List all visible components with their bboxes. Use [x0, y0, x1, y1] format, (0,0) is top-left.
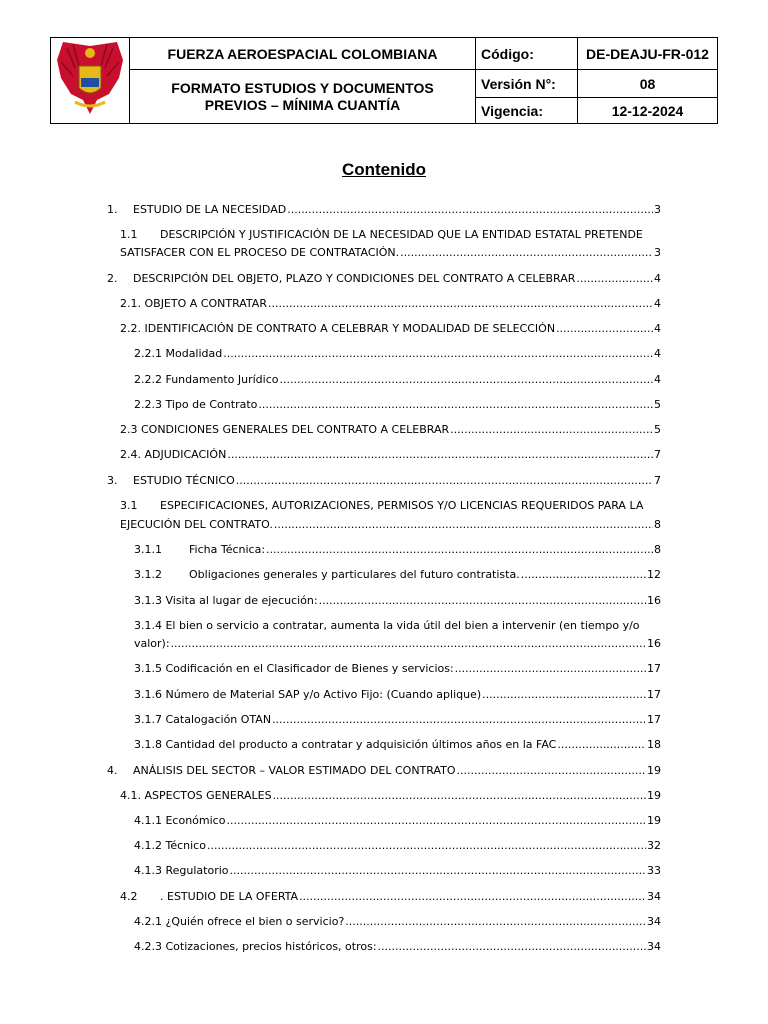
toc-entry-text: SATISFACER CON EL PROCESO DE CONTRATACIÓN.	[120, 246, 400, 259]
toc-leader	[236, 474, 653, 487]
format-title-line1: FORMATO ESTUDIOS Y DOCUMENTOS	[171, 79, 434, 96]
toc-entry-text: ANÁLISIS DEL SECTOR – VALOR ESTIMADO DEL CONTRATO	[133, 764, 456, 777]
toc-page-number: 19	[647, 764, 661, 777]
toc-leader	[319, 594, 646, 607]
toc-leader	[279, 373, 653, 386]
toc-leader	[272, 713, 646, 726]
toc-leader	[266, 543, 653, 556]
toc-entry-text: Ficha Técnica:	[189, 543, 266, 556]
fac-emblem-icon	[53, 38, 127, 120]
toc-leader	[299, 890, 646, 903]
validity-label: Vigencia:	[476, 98, 578, 124]
toc-entry-text: 3.1.7 Catalogación OTAN	[134, 713, 272, 726]
toc-entry[interactable]	[134, 594, 661, 607]
toc-entry[interactable]	[120, 890, 661, 903]
toc-entry[interactable]	[120, 423, 661, 436]
toc-entry-text: 4.1.3 Regulatorio	[134, 864, 229, 877]
toc-page-number: 4	[654, 347, 661, 360]
toc-entry-text: 4.1.2 Técnico	[134, 839, 206, 852]
toc-leader	[576, 272, 653, 285]
toc-entry-text: 2.2.3 Tipo de Contrato	[134, 398, 258, 411]
version-label: Versión N°:	[476, 70, 578, 98]
toc-page-number: 34	[647, 915, 661, 928]
code-label: Código:	[476, 38, 578, 70]
toc-page-number: 17	[647, 713, 661, 726]
toc-entry-text: 2.2.1 Modalidad	[134, 347, 223, 360]
toc-page-number: 19	[647, 814, 661, 827]
toc-entry[interactable]	[134, 864, 661, 877]
toc-page-number: 3	[654, 203, 661, 216]
toc-entry-text: DESCRIPCIÓN Y JUSTIFICACIÓN DE LA NECESIDAD QUE LA ENTIDAD ESTATAL PRETENDE	[160, 228, 643, 241]
toc-entry[interactable]	[120, 789, 661, 802]
toc-page-number: 4	[654, 297, 661, 310]
toc-entry-text: 3.1.6 Número de Material SAP y/o Activo Fijo: (Cuando aplique)	[134, 688, 482, 701]
toc-page-number: 5	[654, 398, 661, 411]
toc-leader	[227, 448, 653, 461]
toc-entry-text: 2.2.2 Fundamento Jurídico	[134, 373, 279, 386]
toc-leader	[268, 297, 653, 310]
code-value: DE-DEAJU-FR-012	[578, 38, 718, 70]
toc-leader	[207, 839, 646, 852]
toc-entry-number: 2.	[107, 272, 118, 285]
toc-entry-number: 1.	[107, 203, 118, 216]
toc-page-number: 4	[654, 322, 661, 335]
toc-leader	[400, 246, 653, 259]
document-header-table	[50, 37, 718, 124]
toc-page-number: 18	[647, 738, 661, 751]
toc-page-number: 8	[654, 518, 661, 531]
fac-emblem-cell	[51, 38, 130, 124]
toc-entry-text: 2.4. ADJUDICACIÓN	[120, 448, 227, 461]
toc-entry-text: Obligaciones generales y particulares del futuro contratista.	[189, 568, 520, 581]
toc-page-number: 7	[654, 474, 661, 487]
toc-entry[interactable]	[134, 398, 661, 411]
toc-leader	[521, 568, 646, 581]
version-value: 08	[578, 70, 718, 98]
toc-entry[interactable]	[134, 347, 661, 360]
toc-entry-text: ESTUDIO TÉCNICO	[133, 474, 235, 487]
toc-entry-text: 3.1.5 Codificación en el Clasificador de Bienes y servicios:	[134, 662, 454, 675]
toc-entry[interactable]	[134, 738, 661, 751]
toc-entry[interactable]	[134, 713, 661, 726]
toc-page-number: 3	[654, 246, 661, 259]
toc-entry-line2[interactable]	[120, 246, 661, 259]
toc-page-number: 16	[647, 637, 661, 650]
toc-entry-number: 3.1	[120, 499, 138, 512]
toc-leader	[226, 814, 646, 827]
toc-entry[interactable]	[134, 814, 661, 827]
toc-leader	[455, 662, 646, 675]
toc-leader	[557, 738, 646, 751]
toc-leader	[345, 915, 646, 928]
toc-leader	[556, 322, 653, 335]
toc-entry[interactable]	[120, 297, 661, 310]
format-title-line2: PREVIOS – MÍNIMA CUANTÍA	[204, 96, 401, 113]
toc-entry[interactable]	[107, 764, 661, 777]
toc-page-number: 33	[647, 864, 661, 877]
toc-entry[interactable]	[120, 448, 661, 461]
toc-entry[interactable]	[134, 839, 661, 852]
toc-entry[interactable]	[107, 474, 661, 487]
toc-entry-line1[interactable]	[120, 228, 643, 241]
toc-entry-number: 3.1.1	[134, 543, 162, 556]
toc-entry-text: ESPECIFICACIONES, AUTORIZACIONES, PERMISOS Y/O LICENCIAS REQUERIDOS PARA LA	[160, 499, 644, 512]
toc-entry[interactable]	[134, 940, 661, 953]
toc-leader	[230, 864, 646, 877]
toc-entry[interactable]	[134, 373, 661, 386]
toc-entry-text: 2.2. IDENTIFICACIÓN DE CONTRATO A CELEBRAR Y MODALIDAD DE SELECCIÓN	[120, 322, 556, 335]
toc-page-number: 12	[647, 568, 661, 581]
toc-entry-number: 3.1.2	[134, 568, 162, 581]
toc-entry-text: EJECUCIÓN DEL CONTRATO.	[120, 518, 273, 531]
toc-entry[interactable]	[120, 322, 661, 335]
toc-leader	[223, 347, 653, 360]
toc-entry-text: 3.1.8 Cantidad del producto a contratar y adquisición últimos años en la FAC	[134, 738, 557, 751]
toc-entry-number: 3.	[107, 474, 118, 487]
toc-page-number: 5	[654, 423, 661, 436]
toc-entry-text: DESCRIPCIÓN DEL OBJETO, PLAZO Y CONDICIONES DEL CONTRATO A CELEBRAR	[133, 272, 576, 285]
toc-leader	[450, 423, 653, 436]
toc-page-number: 17	[647, 662, 661, 675]
toc-entry[interactable]	[134, 568, 661, 581]
format-title	[130, 70, 476, 124]
toc-page-number: 7	[654, 448, 661, 461]
toc-page-number: 19	[647, 789, 661, 802]
toc-leader	[171, 637, 646, 650]
toc-leader	[457, 764, 646, 777]
toc-entry-number: 4.	[107, 764, 118, 777]
toc-leader	[482, 688, 646, 701]
toc-entry-line1[interactable]	[134, 619, 640, 632]
toc-leader	[378, 940, 646, 953]
toc-entry-text: 4.2.1 ¿Quién ofrece el bien o servicio?	[134, 915, 345, 928]
toc-leader	[273, 789, 646, 802]
toc-entry[interactable]	[107, 272, 661, 285]
organization-name: FUERZA AEROESPACIAL COLOMBIANA	[130, 38, 476, 70]
toc-page-number: 34	[647, 940, 661, 953]
toc-entry-text: valor):	[134, 637, 170, 650]
toc-entry-text: 2.3 CONDICIONES GENERALES DEL CONTRATO A CELEBRAR	[120, 423, 450, 436]
toc-page-number: 32	[647, 839, 661, 852]
toc-leader	[258, 398, 653, 411]
toc-page-number: 4	[654, 373, 661, 386]
toc-entry-number: 4.2	[120, 890, 138, 903]
toc-entry-text: ESTUDIO DE LA NECESIDAD	[133, 203, 287, 216]
toc-entry[interactable]	[134, 543, 661, 556]
toc-entry-number: 1.1	[120, 228, 138, 241]
toc-page-number: 4	[654, 272, 661, 285]
toc-entry-text: 4.1. ASPECTOS GENERALES	[120, 789, 272, 802]
toc-leader	[287, 203, 653, 216]
toc-title: Contenido	[341, 160, 427, 179]
validity-value: 12-12-2024	[578, 98, 718, 124]
toc-entry-text: 3.1.3 Visita al lugar de ejecución:	[134, 594, 318, 607]
toc-entry-text: . ESTUDIO DE LA OFERTA	[160, 890, 299, 903]
toc-page-number: 8	[654, 543, 661, 556]
toc-page-number: 34	[647, 890, 661, 903]
toc-entry[interactable]	[134, 688, 661, 701]
toc-entry[interactable]	[134, 915, 661, 928]
toc-entry-line2[interactable]	[134, 637, 661, 650]
toc-entry-text: 4.2.3 Cotizaciones, precios históricos, otros:	[134, 940, 377, 953]
toc-entry[interactable]	[107, 203, 661, 216]
toc-page-number: 17	[647, 688, 661, 701]
toc-entry-line2[interactable]	[120, 518, 661, 531]
toc-entry[interactable]	[134, 662, 661, 675]
toc-entry-text: 4.1.1 Económico	[134, 814, 226, 827]
toc-entry-text: 2.1. OBJETO A CONTRATAR	[120, 297, 267, 310]
toc-leader	[274, 518, 653, 531]
toc-entry-text: 3.1.4 El bien o servicio a contratar, aumenta la vida útil del bien a intervenir (en tiempo y/o	[134, 619, 640, 632]
toc-page-number: 16	[647, 594, 661, 607]
toc-entry-line1[interactable]	[120, 499, 643, 512]
